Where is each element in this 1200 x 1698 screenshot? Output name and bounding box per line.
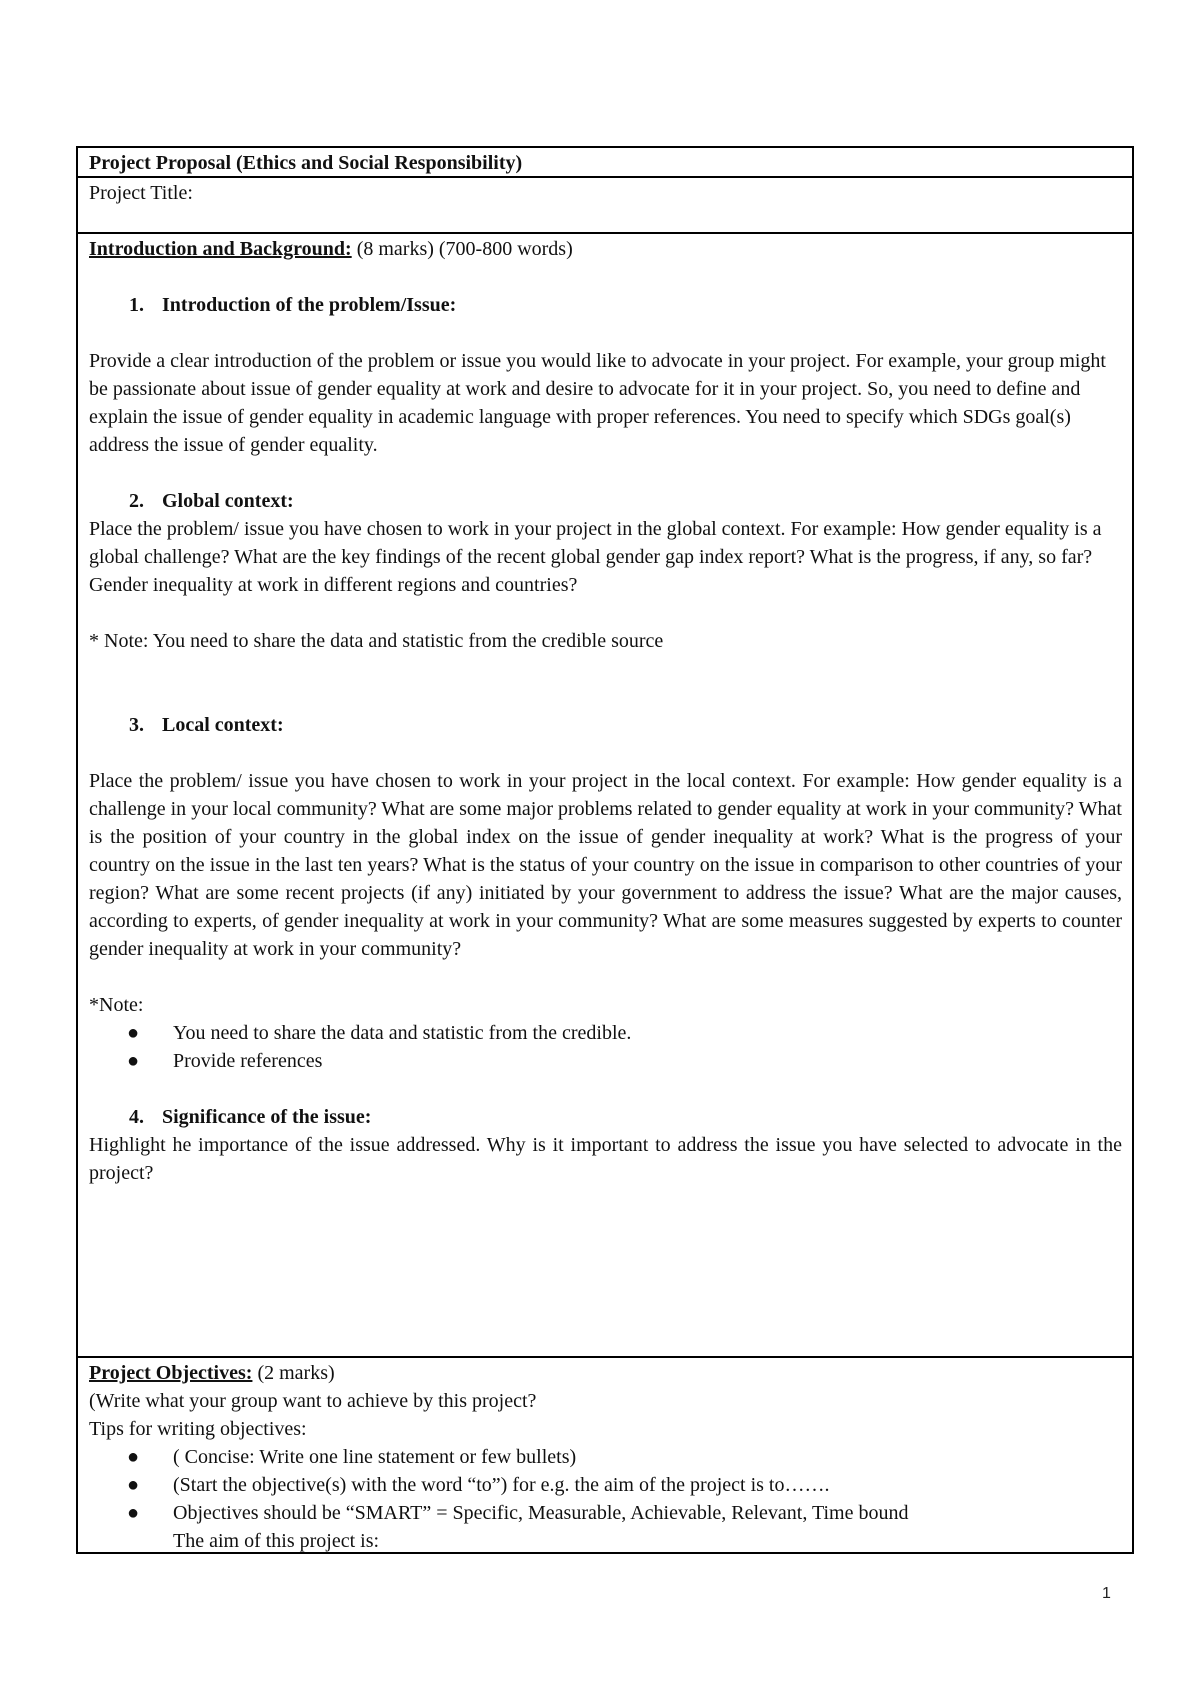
list-item: ● (Start the objective(s) with the word “to”) for e.g. the aim of the project is to……. <box>89 1471 1122 1499</box>
objectives-meta: (2 marks) <box>252 1362 335 1384</box>
project-title-row <box>78 176 1132 232</box>
objectives-row <box>78 1356 1132 1552</box>
section-4-heading: 4. Significance of the issue: <box>129 1106 372 1128</box>
list-item: ● You need to share the data and statistic from the credible. <box>89 1019 1122 1047</box>
section-3-heading: 3. Local context: <box>129 714 284 736</box>
section-2-body: Place the problem/ issue you have chosen to work in your project in the global context. For example: How gender equality is a global challenge? What are the key findings of the recent global gender gap index report? What is the progress, if any, so far? Gender inequality at work in different regions and countries? <box>89 518 1102 596</box>
section-1-heading: 1. Introduction of the problem/Issue: <box>129 294 457 316</box>
introduction-row <box>78 232 1132 1356</box>
list-item: ● Objectives should be “SMART” = Specific, Measurable, Achievable, Relevant, Time bound <box>89 1499 1122 1527</box>
section-3-body: Place the problem/ issue you have chosen to work in your project in the local context. For example: How gender equality is a challenge in your local community? What are some major problems related to gender equality at work in your community? What is the position of your country in the global index on the issue of gender inequality at work? What is the progress of your country on the issue in the last ten years? What is the status of your country on the issue in comparison to other countries of your region? What are some recent projects (if any) initiated by your government to address the issue? What are the major causes, according to experts, of gender inequality at work in your community? What are some measures suggested by experts to counter gender inequality at work in your community? <box>89 770 1122 960</box>
list-item: ● ( Concise: Write one line statement or few bullets) <box>89 1443 1122 1471</box>
proposal-table <box>76 146 1134 1554</box>
section-1-body: Provide a clear introduction of the problem or issue you would like to advocate in your project. For example, your group might be passionate about issue of gender equality at work and desire to advocate for it in your project. So, you need to define and explain the issue of gender equality in academic language with proper references. You need to specify which SDGs goal(s) address the issue of gender equality. <box>89 350 1106 456</box>
objectives-heading: Project Objectives: <box>89 1362 253 1384</box>
intro-heading: Introduction and Background: <box>89 238 352 260</box>
bullet-icon: ● <box>127 1022 140 1044</box>
section-4-body: Highlight he importance of the issue addressed. Why is it important to address the issue you have selected to advocate in the project? <box>89 1134 1122 1184</box>
section-2-heading: 2. Global context: <box>129 490 294 512</box>
page-number: 1 <box>1102 1585 1111 1602</box>
project-title-label: Project Title: <box>89 182 193 204</box>
section-3-note-label: *Note: <box>89 994 144 1016</box>
proposal-title: Project Proposal (Ethics and Social Responsibility) <box>89 152 523 174</box>
bullet-icon: ● <box>127 1474 140 1496</box>
bullet-icon: ● <box>127 1502 140 1524</box>
intro-meta: (8 marks) (700-800 words) <box>351 238 573 260</box>
bullet-icon: ● <box>127 1050 140 1072</box>
title-row <box>78 148 1132 176</box>
section-2-note: * Note: You need to share the data and statistic from the credible source <box>89 630 664 652</box>
objectives-line-1: (Write what your group want to achieve by this project? <box>89 1390 537 1412</box>
objectives-aim: The aim of this project is: <box>173 1530 380 1552</box>
bullet-icon: ● <box>127 1446 140 1468</box>
list-item: ● Provide references <box>89 1047 1122 1075</box>
section-3-bullets <box>89 1019 1122 1075</box>
objectives-line-2: Tips for writing objectives: <box>89 1418 307 1440</box>
objectives-bullets <box>89 1443 1122 1527</box>
